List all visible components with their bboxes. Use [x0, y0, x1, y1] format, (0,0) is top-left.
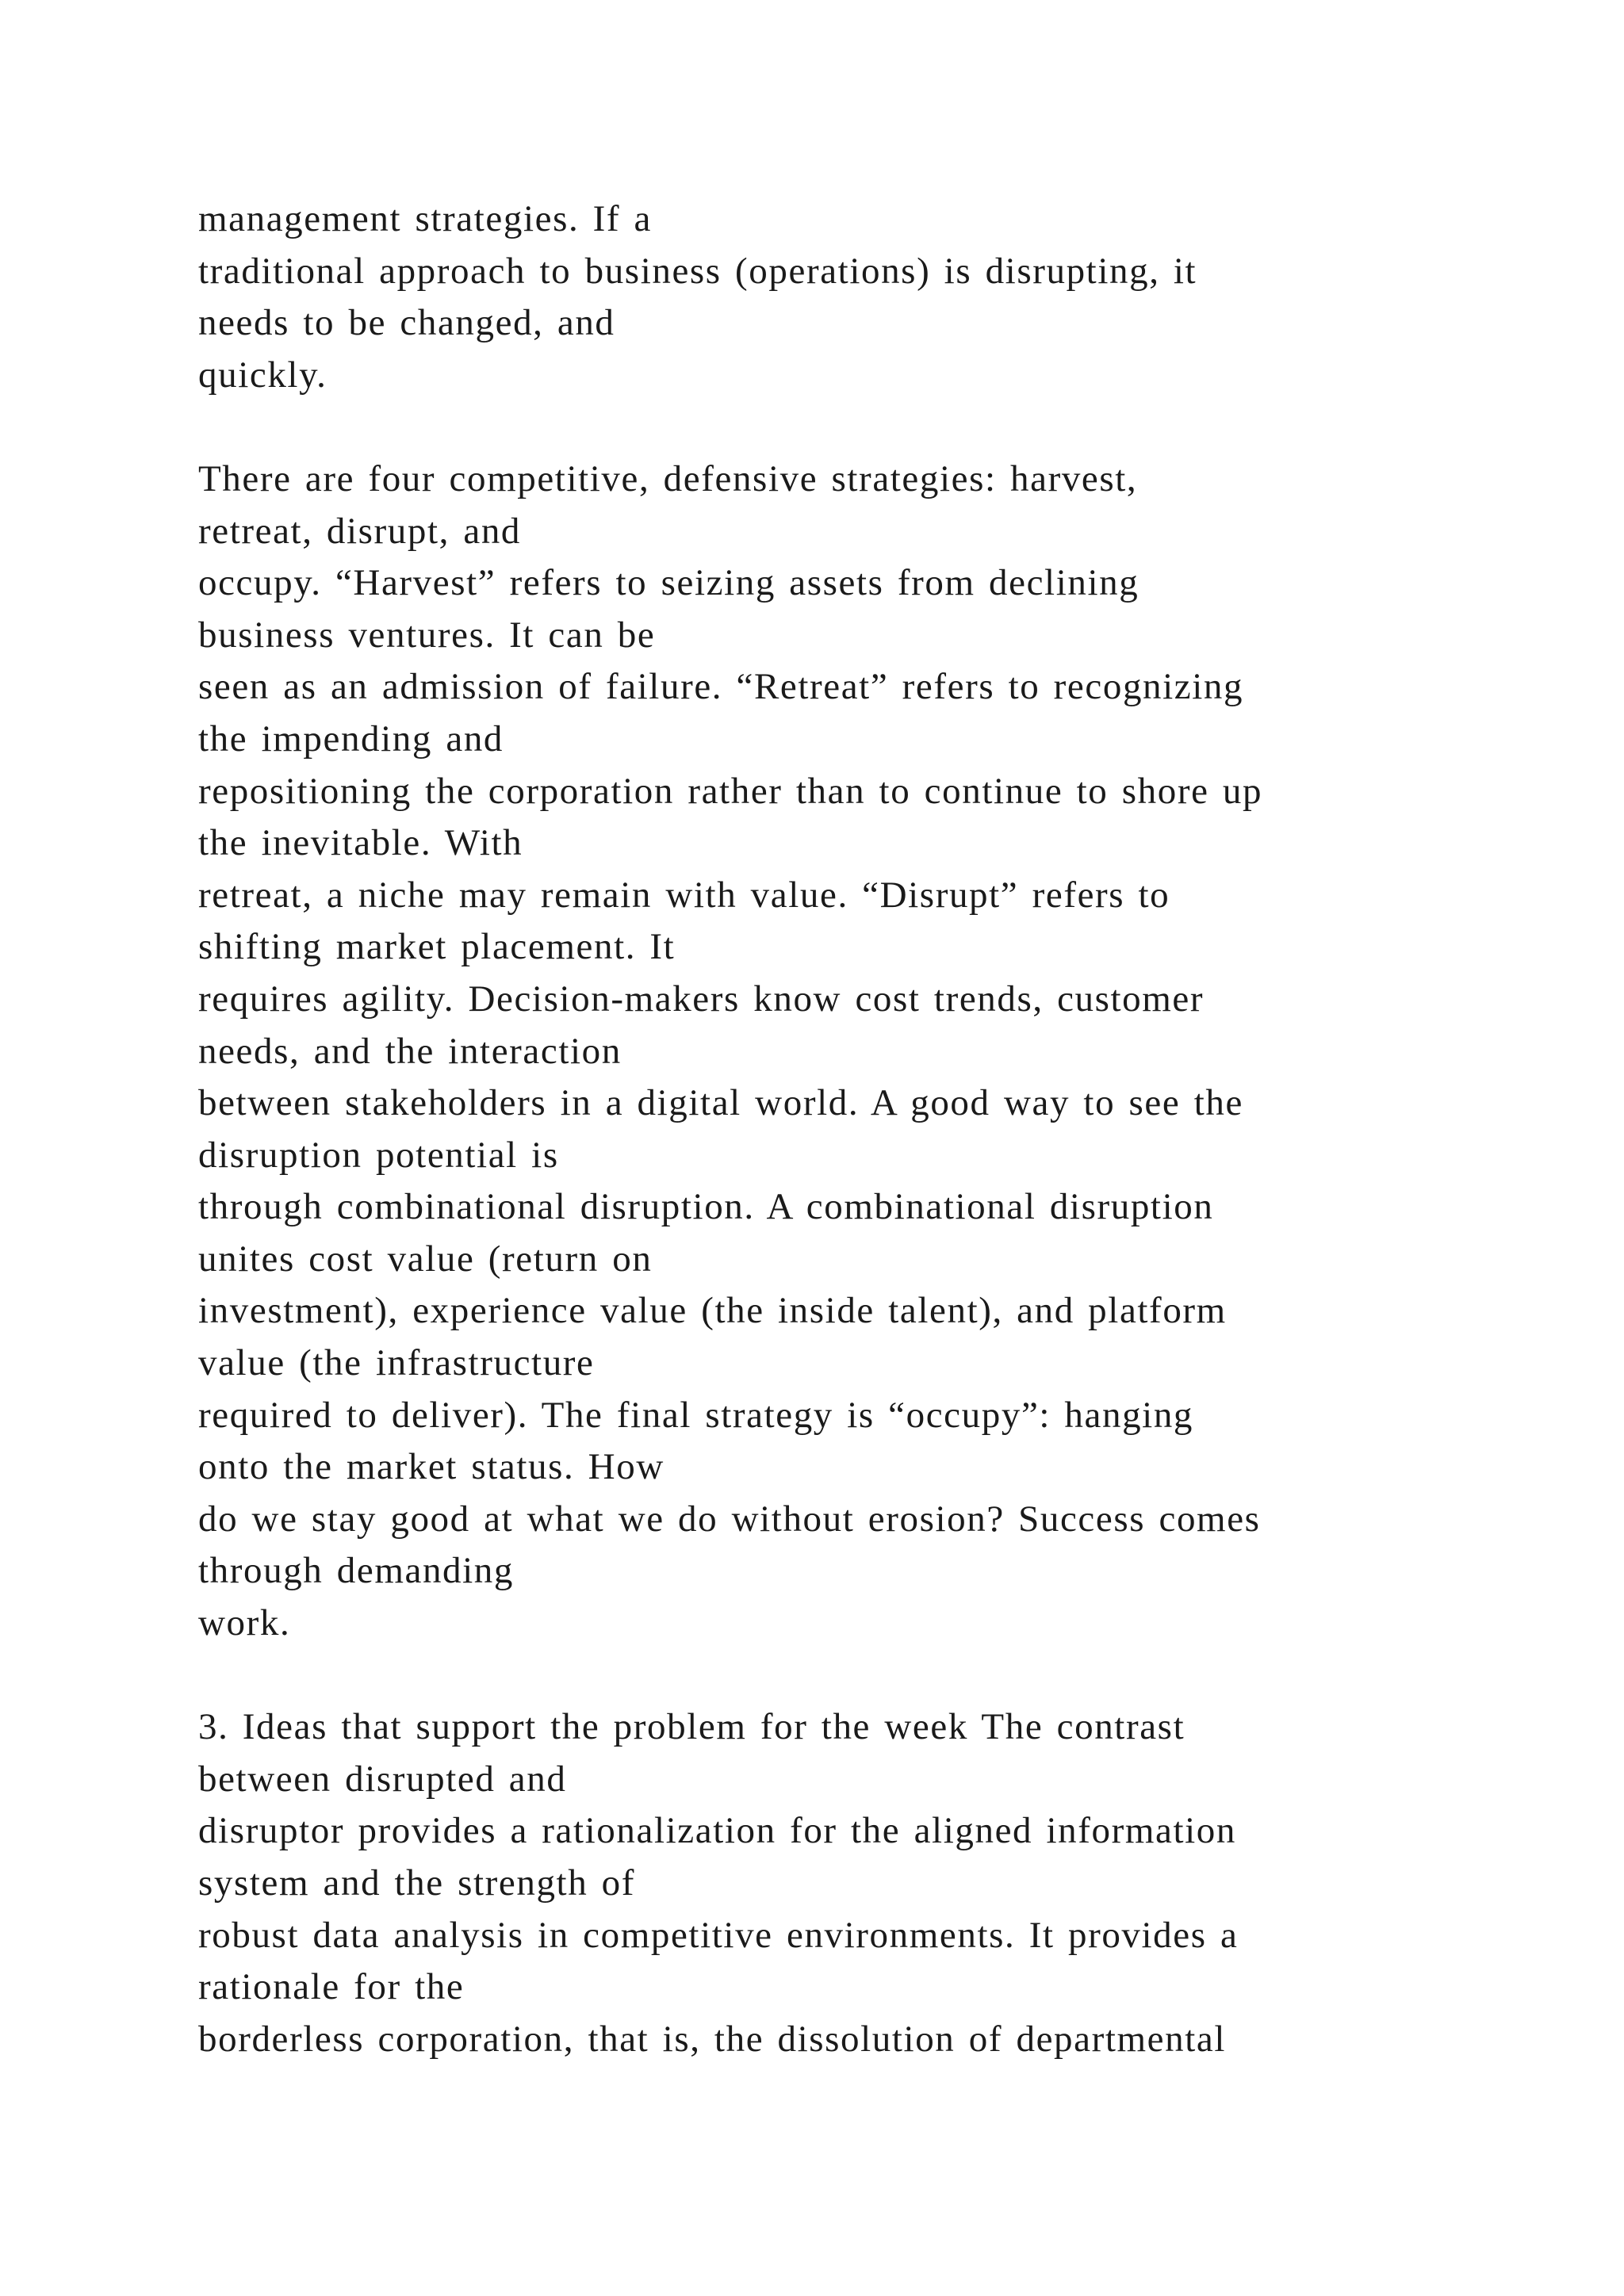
text-line: shifting market placement. It [198, 926, 676, 968]
text-line: management strategies. If a [198, 198, 652, 239]
text-line: seen as an admission of failure. “Retreat” refers to recognizing [198, 666, 1244, 708]
text-line: unites cost value (return on [198, 1238, 653, 1280]
text-line: through demanding [198, 1550, 514, 1592]
text-line: through combinational disruption. A combinational disruption [198, 1186, 1214, 1228]
text-line: required to deliver). The final strategy is “occupy”: hanging [198, 1394, 1194, 1436]
text-line: occupy. “Harvest” refers to seizing assets from declining [198, 562, 1139, 604]
text-line: investment), experience value (the inside talent), and platform [198, 1290, 1227, 1332]
text-line: quickly. [198, 354, 327, 396]
text-line: robust data analysis in competitive environments. It provides a [198, 1914, 1239, 1956]
text-line: needs to be changed, and [198, 302, 615, 344]
text-line: the inevitable. With [198, 822, 523, 864]
paragraph-gap [198, 401, 1546, 453]
text-line: business ventures. It can be [198, 614, 656, 656]
text-line: value (the infrastructure [198, 1342, 595, 1384]
text-line: do we stay good at what we do without erosion? Success comes [198, 1498, 1261, 1540]
paragraph-gap [198, 1650, 1546, 1702]
text-line: retreat, disrupt, and [198, 510, 522, 552]
paragraph-3 [198, 1701, 1546, 2065]
text-line: between disrupted and [198, 1758, 567, 1800]
text-line: the impending and [198, 718, 504, 760]
document-body [198, 193, 1546, 2065]
text-line: disruption potential is [198, 1134, 559, 1176]
text-line: needs, and the interaction [198, 1030, 622, 1072]
text-line: rationale for the [198, 1966, 465, 2008]
text-line: 3. Ideas that support the problem for the week The contrast [198, 1706, 1185, 1748]
text-line: requires agility. Decision-makers know cost trends, customer [198, 978, 1205, 1020]
text-line: between stakeholders in a digital world. A good way to see the [198, 1082, 1243, 1124]
text-line: disruptor provides a rationalization for the aligned information [198, 1810, 1236, 1852]
text-line: onto the market status. How [198, 1446, 665, 1488]
text-line: work. [198, 1602, 291, 1644]
text-line: retreat, a niche may remain with value. “Disrupt” refers to [198, 874, 1170, 916]
text-line: traditional approach to business (operations) is disrupting, it [198, 250, 1197, 292]
text-line: system and the strength of [198, 1862, 636, 1904]
text-line: borderless corporation, that is, the dissolution of departmental [198, 2018, 1226, 2060]
paragraph-1 [198, 193, 1546, 401]
text-line: There are four competitive, defensive strategies: harvest, [198, 457, 1138, 499]
text-line: repositioning the corporation rather than to continue to shore up [198, 770, 1263, 812]
paragraph-2 [198, 453, 1546, 1650]
